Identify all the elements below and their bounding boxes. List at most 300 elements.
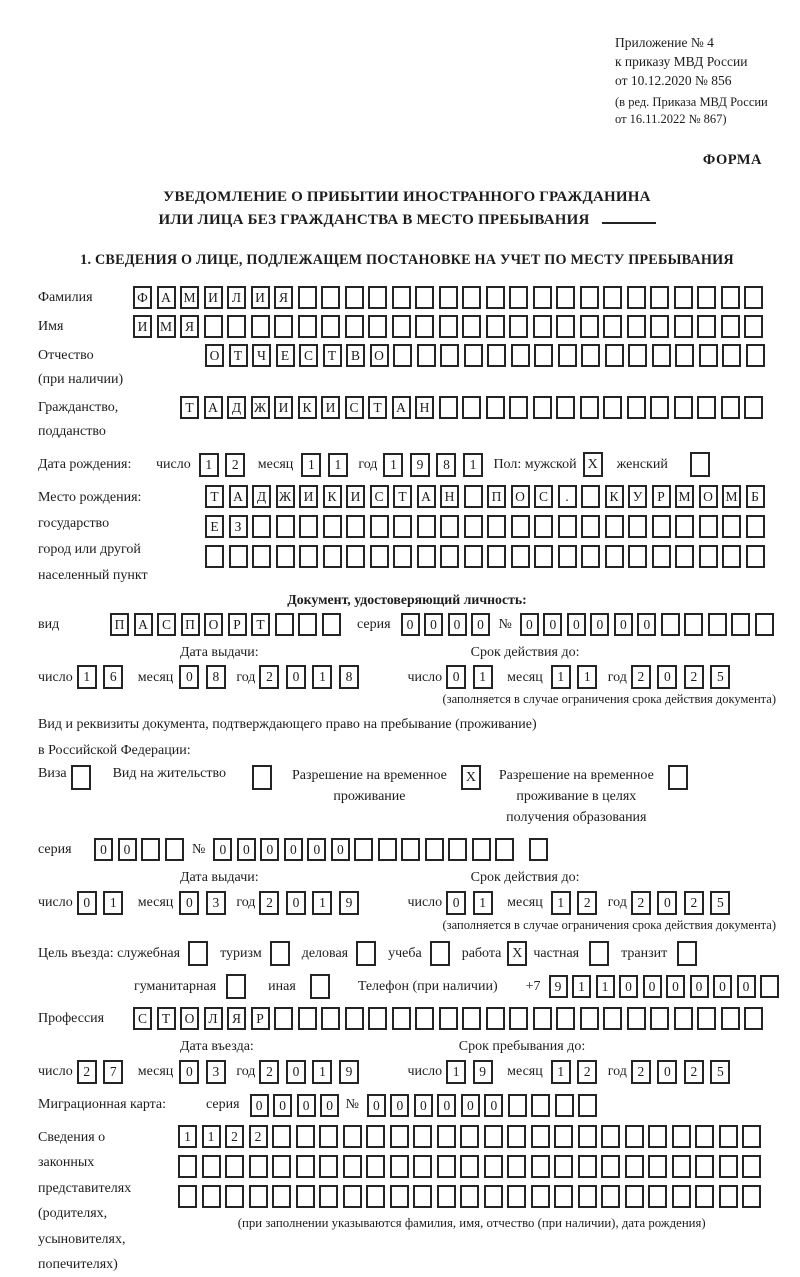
char-box[interactable] <box>464 344 483 367</box>
char-box[interactable] <box>721 315 740 338</box>
char-box[interactable] <box>511 545 530 568</box>
char-box[interactable]: Т <box>393 485 412 508</box>
char-box[interactable] <box>531 1185 550 1208</box>
char-box[interactable]: 0 <box>484 1094 503 1117</box>
char-box[interactable] <box>448 838 467 861</box>
char-box[interactable] <box>708 613 727 636</box>
char-box[interactable]: 0 <box>713 975 732 998</box>
char-box[interactable]: И <box>274 396 293 419</box>
char-box[interactable] <box>650 396 669 419</box>
char-box[interactable] <box>249 1155 268 1178</box>
char-box[interactable] <box>556 315 575 338</box>
char-box[interactable] <box>437 1155 456 1178</box>
char-box[interactable] <box>672 1125 691 1148</box>
char-box[interactable] <box>533 396 552 419</box>
char-box[interactable] <box>742 1155 761 1178</box>
char-box[interactable] <box>581 515 600 538</box>
char-box[interactable] <box>731 613 750 636</box>
char-box[interactable] <box>249 1185 268 1208</box>
char-box[interactable] <box>695 1185 714 1208</box>
char-box[interactable] <box>652 515 671 538</box>
char-box[interactable] <box>534 344 553 367</box>
char-box[interactable]: 0 <box>297 1094 316 1117</box>
char-box[interactable]: 0 <box>320 1094 339 1117</box>
char-box[interactable] <box>319 1185 338 1208</box>
char-box[interactable] <box>531 1094 550 1117</box>
char-box[interactable]: 2 <box>684 665 704 689</box>
char-box[interactable] <box>628 545 647 568</box>
char-box[interactable] <box>321 286 340 309</box>
char-box[interactable] <box>529 838 548 861</box>
char-box[interactable] <box>464 515 483 538</box>
char-box[interactable]: 0 <box>118 838 137 861</box>
char-box[interactable]: А <box>417 485 436 508</box>
char-box[interactable] <box>605 545 624 568</box>
char-box[interactable] <box>417 344 436 367</box>
char-box[interactable]: 2 <box>225 1125 244 1148</box>
char-box[interactable]: В <box>346 344 365 367</box>
char-box[interactable] <box>202 1155 221 1178</box>
char-box[interactable]: И <box>299 485 318 508</box>
char-box[interactable] <box>509 315 528 338</box>
char-box[interactable] <box>661 613 680 636</box>
purpose-work-checkbox[interactable]: X <box>507 941 527 966</box>
char-box[interactable]: 0 <box>179 891 199 915</box>
char-box[interactable]: 0 <box>331 838 350 861</box>
char-box[interactable]: Д <box>227 396 246 419</box>
char-box[interactable] <box>744 1007 763 1030</box>
char-box[interactable] <box>323 545 342 568</box>
char-box[interactable]: Ч <box>252 344 271 367</box>
char-box[interactable] <box>272 1185 291 1208</box>
char-box[interactable]: М <box>180 286 199 309</box>
char-box[interactable]: О <box>180 1007 199 1030</box>
char-box[interactable]: 0 <box>657 665 677 689</box>
char-box[interactable]: 2 <box>684 891 704 915</box>
char-box[interactable]: 1 <box>312 1060 332 1084</box>
char-box[interactable] <box>390 1125 409 1148</box>
char-box[interactable] <box>298 286 317 309</box>
char-box[interactable] <box>605 515 624 538</box>
char-box[interactable]: И <box>251 286 270 309</box>
char-box[interactable] <box>392 286 411 309</box>
char-box[interactable] <box>440 515 459 538</box>
char-box[interactable] <box>601 1125 620 1148</box>
char-box[interactable] <box>204 315 223 338</box>
char-box[interactable]: 0 <box>448 613 467 636</box>
char-box[interactable] <box>675 545 694 568</box>
char-box[interactable]: М <box>157 315 176 338</box>
char-box[interactable] <box>462 1007 481 1030</box>
char-box[interactable] <box>487 545 506 568</box>
char-box[interactable]: 2 <box>225 453 245 477</box>
purpose-humanitarian-checkbox[interactable] <box>226 974 246 999</box>
char-box[interactable] <box>511 344 530 367</box>
char-box[interactable] <box>343 1125 362 1148</box>
char-box[interactable]: 2 <box>77 1060 97 1084</box>
char-box[interactable] <box>534 545 553 568</box>
char-box[interactable]: О <box>204 613 223 636</box>
char-box[interactable]: 0 <box>520 613 539 636</box>
char-box[interactable]: А <box>134 613 153 636</box>
char-box[interactable] <box>354 838 373 861</box>
char-box[interactable]: 1 <box>178 1125 197 1148</box>
char-box[interactable]: 0 <box>567 613 586 636</box>
char-box[interactable]: 1 <box>199 453 219 477</box>
char-box[interactable] <box>202 1185 221 1208</box>
sex-female-checkbox[interactable] <box>690 452 710 477</box>
char-box[interactable] <box>484 1155 503 1178</box>
char-box[interactable] <box>368 315 387 338</box>
char-box[interactable] <box>296 1155 315 1178</box>
char-box[interactable] <box>652 344 671 367</box>
char-box[interactable]: 2 <box>577 891 597 915</box>
char-box[interactable]: А <box>204 396 223 419</box>
char-box[interactable] <box>368 286 387 309</box>
char-box[interactable]: 0 <box>284 838 303 861</box>
char-box[interactable] <box>721 286 740 309</box>
char-box[interactable]: К <box>298 396 317 419</box>
char-box[interactable] <box>558 344 577 367</box>
char-box[interactable]: 2 <box>631 891 651 915</box>
visa-checkbox[interactable] <box>71 765 91 790</box>
char-box[interactable] <box>462 286 481 309</box>
char-box[interactable]: 7 <box>103 1060 123 1084</box>
char-box[interactable]: Р <box>652 485 671 508</box>
char-box[interactable] <box>464 485 483 508</box>
char-box[interactable] <box>440 545 459 568</box>
char-box[interactable]: О <box>370 344 389 367</box>
char-box[interactable] <box>627 1007 646 1030</box>
char-box[interactable]: О <box>205 344 224 367</box>
char-box[interactable] <box>554 1155 573 1178</box>
char-box[interactable] <box>507 1125 526 1148</box>
char-box[interactable]: З <box>229 515 248 538</box>
char-box[interactable] <box>603 286 622 309</box>
char-box[interactable] <box>744 396 763 419</box>
char-box[interactable] <box>141 838 160 861</box>
char-box[interactable] <box>486 396 505 419</box>
char-box[interactable]: Я <box>180 315 199 338</box>
char-box[interactable]: Т <box>157 1007 176 1030</box>
char-box[interactable] <box>437 1185 456 1208</box>
char-box[interactable] <box>413 1185 432 1208</box>
char-box[interactable] <box>299 545 318 568</box>
char-box[interactable]: 9 <box>473 1060 493 1084</box>
char-box[interactable] <box>345 315 364 338</box>
char-box[interactable]: 5 <box>710 891 730 915</box>
char-box[interactable] <box>721 396 740 419</box>
char-box[interactable] <box>603 1007 622 1030</box>
char-box[interactable]: 0 <box>77 891 97 915</box>
char-box[interactable]: 0 <box>590 613 609 636</box>
char-box[interactable] <box>697 286 716 309</box>
char-box[interactable] <box>650 1007 669 1030</box>
char-box[interactable]: И <box>346 485 365 508</box>
char-box[interactable]: И <box>133 315 152 338</box>
char-box[interactable] <box>392 1007 411 1030</box>
char-box[interactable]: 0 <box>643 975 662 998</box>
char-box[interactable] <box>580 396 599 419</box>
char-box[interactable] <box>742 1185 761 1208</box>
char-box[interactable]: 0 <box>390 1094 409 1117</box>
char-box[interactable] <box>464 545 483 568</box>
char-box[interactable]: 9 <box>339 1060 359 1084</box>
char-box[interactable]: 2 <box>259 665 279 689</box>
char-box[interactable] <box>760 975 779 998</box>
char-box[interactable]: 0 <box>619 975 638 998</box>
char-box[interactable] <box>533 315 552 338</box>
char-box[interactable] <box>558 515 577 538</box>
char-box[interactable]: 5 <box>710 1060 730 1084</box>
char-box[interactable] <box>487 515 506 538</box>
char-box[interactable] <box>439 396 458 419</box>
char-box[interactable] <box>272 1155 291 1178</box>
char-box[interactable] <box>674 286 693 309</box>
char-box[interactable] <box>460 1185 479 1208</box>
char-box[interactable]: 0 <box>461 1094 480 1117</box>
char-box[interactable] <box>346 515 365 538</box>
char-box[interactable] <box>425 838 444 861</box>
char-box[interactable] <box>178 1185 197 1208</box>
char-box[interactable]: А <box>229 485 248 508</box>
temp-residence-checkbox[interactable]: X <box>461 765 481 790</box>
char-box[interactable]: 1 <box>383 453 403 477</box>
char-box[interactable]: 0 <box>424 613 443 636</box>
char-box[interactable] <box>625 1185 644 1208</box>
char-box[interactable] <box>413 1155 432 1178</box>
char-box[interactable] <box>346 545 365 568</box>
char-box[interactable] <box>509 396 528 419</box>
char-box[interactable]: 0 <box>437 1094 456 1117</box>
char-box[interactable] <box>672 1155 691 1178</box>
char-box[interactable] <box>319 1155 338 1178</box>
char-box[interactable] <box>580 286 599 309</box>
char-box[interactable]: С <box>345 396 364 419</box>
char-box[interactable] <box>298 613 317 636</box>
char-box[interactable] <box>628 515 647 538</box>
char-box[interactable] <box>652 545 671 568</box>
char-box[interactable]: 0 <box>286 1060 306 1084</box>
char-box[interactable]: Т <box>205 485 224 508</box>
char-box[interactable] <box>650 286 669 309</box>
char-box[interactable] <box>323 515 342 538</box>
char-box[interactable]: 8 <box>436 453 456 477</box>
char-box[interactable] <box>509 1007 528 1030</box>
char-box[interactable] <box>439 286 458 309</box>
char-box[interactable] <box>165 838 184 861</box>
char-box[interactable]: 9 <box>549 975 568 998</box>
char-box[interactable]: 0 <box>260 838 279 861</box>
char-box[interactable] <box>393 344 412 367</box>
char-box[interactable] <box>578 1125 597 1148</box>
char-box[interactable] <box>605 344 624 367</box>
char-box[interactable]: Н <box>440 485 459 508</box>
char-box[interactable]: Л <box>227 286 246 309</box>
char-box[interactable] <box>274 315 293 338</box>
char-box[interactable]: 1 <box>312 665 332 689</box>
char-box[interactable] <box>533 1007 552 1030</box>
purpose-study-checkbox[interactable] <box>430 941 450 966</box>
char-box[interactable]: 0 <box>614 613 633 636</box>
char-box[interactable] <box>368 1007 387 1030</box>
char-box[interactable]: С <box>534 485 553 508</box>
char-box[interactable]: 0 <box>250 1094 269 1117</box>
char-box[interactable] <box>755 613 774 636</box>
char-box[interactable]: 0 <box>666 975 685 998</box>
char-box[interactable]: Т <box>368 396 387 419</box>
char-box[interactable]: С <box>299 344 318 367</box>
char-box[interactable]: 2 <box>259 891 279 915</box>
char-box[interactable]: 0 <box>273 1094 292 1117</box>
char-box[interactable] <box>699 545 718 568</box>
char-box[interactable]: 1 <box>596 975 615 998</box>
char-box[interactable] <box>509 286 528 309</box>
char-box[interactable] <box>578 1094 597 1117</box>
char-box[interactable]: М <box>722 485 741 508</box>
char-box[interactable]: А <box>392 396 411 419</box>
char-box[interactable]: 1 <box>551 891 571 915</box>
char-box[interactable] <box>274 1007 293 1030</box>
char-box[interactable]: 0 <box>286 665 306 689</box>
char-box[interactable] <box>417 545 436 568</box>
char-box[interactable] <box>415 315 434 338</box>
char-box[interactable] <box>695 1155 714 1178</box>
char-box[interactable]: И <box>204 286 223 309</box>
char-box[interactable] <box>390 1185 409 1208</box>
char-box[interactable]: 0 <box>657 1060 677 1084</box>
char-box[interactable] <box>556 286 575 309</box>
char-box[interactable] <box>205 545 224 568</box>
char-box[interactable] <box>722 515 741 538</box>
char-box[interactable] <box>581 344 600 367</box>
char-box[interactable]: С <box>370 485 389 508</box>
char-box[interactable]: 2 <box>684 1060 704 1084</box>
char-box[interactable]: К <box>605 485 624 508</box>
char-box[interactable] <box>699 344 718 367</box>
char-box[interactable]: С <box>133 1007 152 1030</box>
char-box[interactable] <box>742 1125 761 1148</box>
char-box[interactable] <box>699 515 718 538</box>
char-box[interactable]: 1 <box>77 665 97 689</box>
char-box[interactable]: Ж <box>276 485 295 508</box>
char-box[interactable]: О <box>699 485 718 508</box>
char-box[interactable] <box>345 286 364 309</box>
char-box[interactable] <box>437 1125 456 1148</box>
char-box[interactable] <box>439 315 458 338</box>
char-box[interactable]: 2 <box>631 665 651 689</box>
char-box[interactable] <box>252 545 271 568</box>
char-box[interactable]: Т <box>180 396 199 419</box>
char-box[interactable] <box>675 344 694 367</box>
char-box[interactable] <box>460 1125 479 1148</box>
char-box[interactable] <box>511 515 530 538</box>
char-box[interactable]: 2 <box>631 1060 651 1084</box>
char-box[interactable] <box>229 545 248 568</box>
char-box[interactable]: 0 <box>401 613 420 636</box>
char-box[interactable]: 1 <box>473 891 493 915</box>
char-box[interactable] <box>533 286 552 309</box>
char-box[interactable] <box>462 315 481 338</box>
char-box[interactable] <box>684 613 703 636</box>
char-box[interactable]: А <box>157 286 176 309</box>
char-box[interactable] <box>697 315 716 338</box>
char-box[interactable] <box>578 1185 597 1208</box>
char-box[interactable] <box>674 1007 693 1030</box>
char-box[interactable] <box>746 515 765 538</box>
char-box[interactable]: 0 <box>471 613 490 636</box>
char-box[interactable] <box>298 315 317 338</box>
char-box[interactable] <box>393 545 412 568</box>
char-box[interactable] <box>251 315 270 338</box>
char-box[interactable]: 0 <box>637 613 656 636</box>
char-box[interactable] <box>721 1007 740 1030</box>
edu-residence-checkbox[interactable] <box>668 765 688 790</box>
char-box[interactable] <box>252 515 271 538</box>
char-box[interactable] <box>648 1125 667 1148</box>
char-box[interactable] <box>627 315 646 338</box>
char-box[interactable] <box>628 344 647 367</box>
char-box[interactable] <box>439 1007 458 1030</box>
char-box[interactable] <box>390 1155 409 1178</box>
char-box[interactable] <box>534 515 553 538</box>
char-box[interactable] <box>178 1155 197 1178</box>
char-box[interactable] <box>370 545 389 568</box>
char-box[interactable]: 0 <box>690 975 709 998</box>
char-box[interactable] <box>603 315 622 338</box>
char-box[interactable] <box>296 1125 315 1148</box>
char-box[interactable] <box>272 1125 291 1148</box>
char-box[interactable] <box>225 1185 244 1208</box>
char-box[interactable] <box>472 838 491 861</box>
char-box[interactable]: 2 <box>577 1060 597 1084</box>
char-box[interactable]: Ф <box>133 286 152 309</box>
char-box[interactable] <box>486 1007 505 1030</box>
char-box[interactable]: 1 <box>328 453 348 477</box>
char-box[interactable] <box>415 286 434 309</box>
char-box[interactable] <box>508 1094 527 1117</box>
char-box[interactable] <box>648 1155 667 1178</box>
char-box[interactable] <box>484 1185 503 1208</box>
char-box[interactable]: 1 <box>551 665 571 689</box>
char-box[interactable]: 2 <box>259 1060 279 1084</box>
char-box[interactable]: 0 <box>213 838 232 861</box>
char-box[interactable]: 0 <box>286 891 306 915</box>
char-box[interactable] <box>625 1125 644 1148</box>
char-box[interactable]: 0 <box>657 891 677 915</box>
char-box[interactable]: 6 <box>103 665 123 689</box>
char-box[interactable] <box>603 396 622 419</box>
char-box[interactable]: Р <box>228 613 247 636</box>
char-box[interactable]: М <box>675 485 694 508</box>
char-box[interactable] <box>321 1007 340 1030</box>
char-box[interactable] <box>601 1155 620 1178</box>
char-box[interactable] <box>554 1185 573 1208</box>
char-box[interactable]: И <box>321 396 340 419</box>
char-box[interactable]: 1 <box>301 453 321 477</box>
char-box[interactable] <box>719 1155 738 1178</box>
char-box[interactable] <box>719 1185 738 1208</box>
char-box[interactable]: 0 <box>543 613 562 636</box>
char-box[interactable] <box>674 315 693 338</box>
char-box[interactable] <box>276 545 295 568</box>
char-box[interactable]: 0 <box>179 1060 199 1084</box>
char-box[interactable]: 0 <box>737 975 756 998</box>
char-box[interactable]: Я <box>227 1007 246 1030</box>
char-box[interactable]: 1 <box>463 453 483 477</box>
char-box[interactable]: 0 <box>179 665 199 689</box>
char-box[interactable]: 8 <box>206 665 226 689</box>
